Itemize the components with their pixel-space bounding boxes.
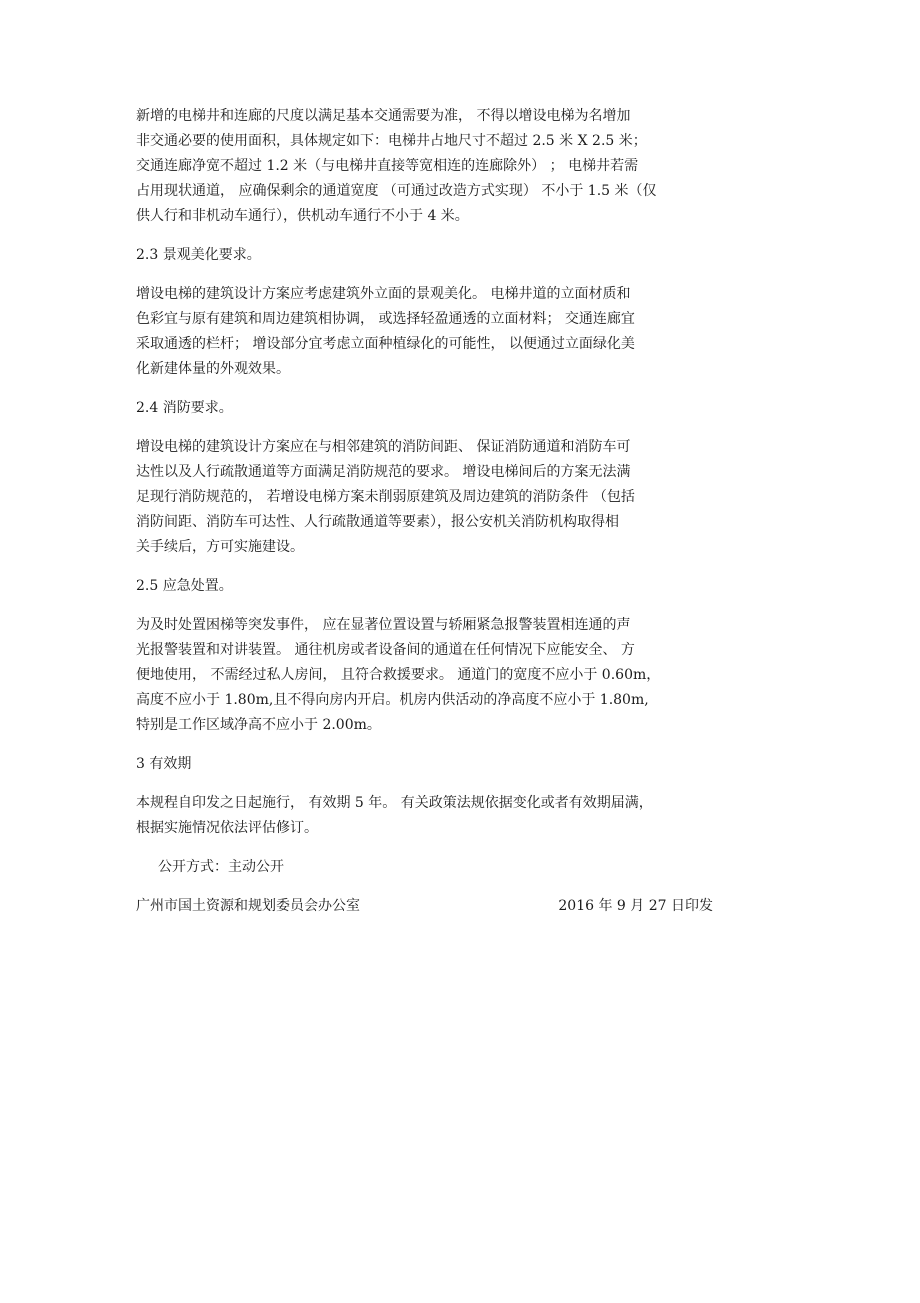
paragraph-line: 交通连廊净宽不超过 1.2 米（与电梯井直接等宽相连的连廊除外） ； 电梯井若需 <box>136 158 639 174</box>
paragraph-line: 增设电梯的建筑设计方案应考虑建筑外立面的景观美化。 电梯井道的立面材质和 <box>136 286 631 302</box>
section-heading: 2.4 消防要求。 <box>136 400 233 416</box>
paragraph-line: 非交通必要的使用面积，具体规定如下：电梯井占地尺寸不超过 2.5 米 X 2.5 米； <box>136 133 647 149</box>
paragraph-line: 足现行消防规范的， 若增设电梯方案未削弱原建筑及周边建筑的消防条件 （包括 <box>136 489 635 505</box>
section-heading: 3 有效期 <box>136 756 192 772</box>
document-body <box>136 104 736 841</box>
issuer-name: 广州市国土资源和规划委员会办公室 <box>136 898 360 914</box>
disclosure-line: 公开方式：主动公开 <box>158 859 284 875</box>
paragraph <box>136 435 736 560</box>
paragraph-line: 特别是工作区域净高不应小于 2.00m。 <box>136 717 381 733</box>
paragraph-line: 供人行和非机动车通行），供机动车通行不小于 4 米。 <box>136 208 469 224</box>
paragraph-line: 高度不应小于 1.80m,且不得向房内开启。机房内供活动的净高度不应小于 1.80m, <box>136 692 649 708</box>
paragraph-line: 根据实施情况依法评估修订。 <box>136 820 318 836</box>
paragraph <box>136 613 736 738</box>
paragraph <box>136 791 736 841</box>
paragraph-line: 采取通透的栏杆； 增设部分宜考虑立面种植绿化的可能性， 以便通过立面绿化美 <box>136 336 635 352</box>
paragraph-line: 本规程自印发之日起施行， 有效期 5 年。 有关政策法规依据变化或者有效期届满， <box>136 795 653 811</box>
paragraph <box>136 104 736 229</box>
paragraph-line: 占用现状通道， 应确保剩余的通道宽度 （可通过改造方式实现） 不小于 1.5 米（仅 <box>136 183 657 199</box>
paragraph-line: 光报警装置和对讲装置。 通往机房或者设备间的通道在任何情况下应能安全、 方 <box>136 642 635 658</box>
paragraph-line: 消防间距、消防车可达性、人行疏散通道等要素），报公安机关消防机构取得相 <box>136 514 619 530</box>
issue-date: 2016 年 9 月 27 日印发 <box>558 898 713 914</box>
paragraph <box>136 282 736 382</box>
paragraph-line: 关手续后，方可实施建设。 <box>136 539 304 555</box>
document-footer <box>136 894 713 919</box>
paragraph-line: 达性以及人行疏散通道等方面满足消防规范的要求。 增设电梯间后的方案无法满 <box>136 464 631 480</box>
paragraph-line: 色彩宜与原有建筑和周边建筑相协调， 或选择轻盈通透的立面材料； 交通连廊宜 <box>136 311 635 327</box>
section-heading: 2.3 景观美化要求。 <box>136 247 261 263</box>
paragraph-line: 化新建体量的外观效果。 <box>136 361 290 377</box>
paragraph-line: 为及时处置困梯等突发事件， 应在显著位置设置与轿厢紧急报警装置相连通的声 <box>136 617 631 633</box>
document-page <box>136 104 736 919</box>
section-heading: 2.5 应急处置。 <box>136 578 233 594</box>
paragraph-line: 增设电梯的建筑设计方案应在与相邻建筑的消防间距、 保证消防通道和消防车可 <box>136 439 631 455</box>
paragraph-line: 新增的电梯井和连廊的尺度以满足基本交通需要为准， 不得以增设电梯为名增加 <box>136 108 631 124</box>
paragraph-line: 便地使用， 不需经过私人房间， 且符合救援要求。 通道门的宽度不应小于 0.60m， <box>136 667 661 683</box>
